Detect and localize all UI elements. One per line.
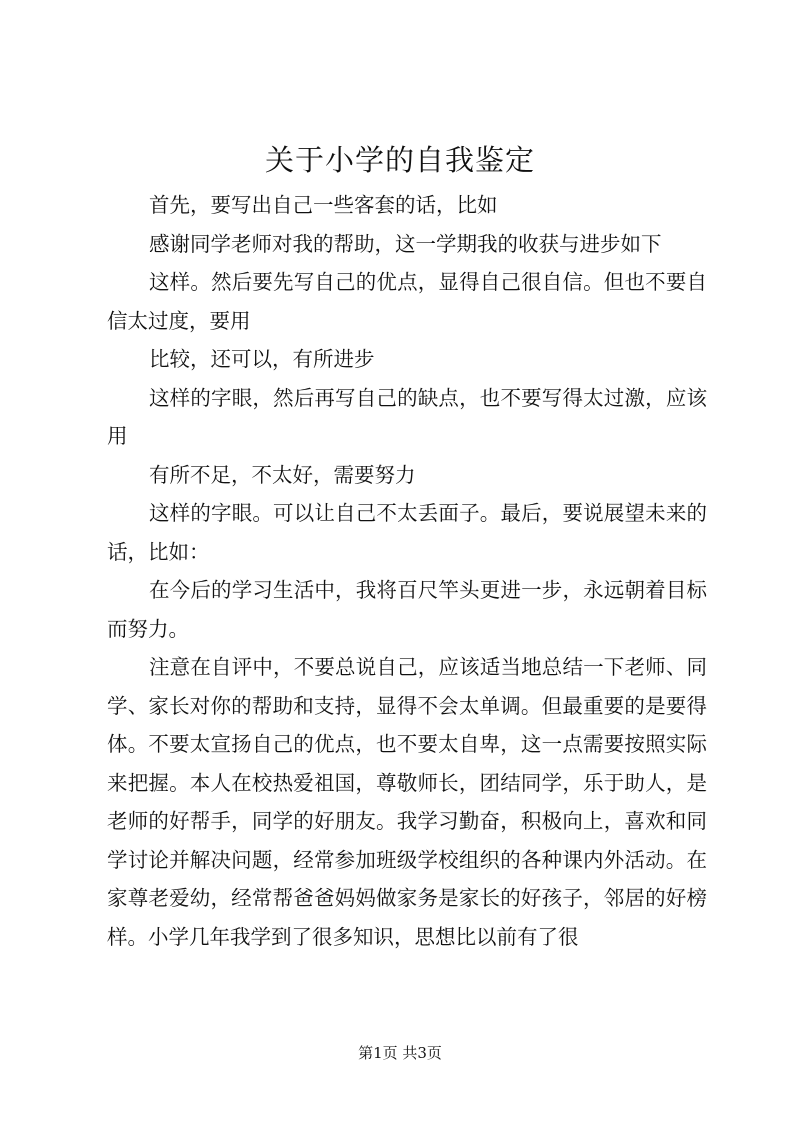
paragraph: 这样的字眼，然后再写自己的缺点，也不要写得太过激，应该用	[107, 385, 707, 448]
document-body	[107, 186, 707, 956]
paragraph: 首先，要写出自己一些客套的话，比如	[149, 193, 498, 217]
paragraph: 这样的字眼。可以让自己不太丢面子。最后，要说展望未来的话，比如：	[107, 501, 707, 564]
paragraph: 感谢同学老师对我的帮助，这一学期我的收获与进步如下	[149, 231, 662, 256]
paragraph: 有所不足，不太好，需要努力	[149, 462, 416, 487]
document-title: 关于小学的自我鉴定	[264, 143, 535, 177]
paragraph: 这样。然后要先写自己的优点，显得自己很自信。但也不要自信太过度，要用	[107, 270, 707, 333]
paragraph: 比较，还可以，有所进步	[149, 347, 375, 371]
paragraph: 注意在自评中，不要总说自己，应该适当地总结一下老师、同学、家长对你的帮助和支持，显得不会太单调。但最重要的是要得体。不要太宣扬自己的优点，也不要太自卑，这一点需要按照实际来把握。本人在校热爱祖国，尊敬师长，团结同学，乐于助人，是老师的好帮手，同学的好朋友。我学习勤奋，积极向上，喜欢和同学讨论并解决问题，经常参加班级学校组织的各种课内外活动。在家尊老爱幼，经常帮爸爸妈妈做家务是家长的好孩子，邻居的好榜样。小学几年我学到了很多知识，思想比以前有了很	[107, 655, 707, 949]
page-footer: 第1页 共3页	[358, 1044, 442, 1062]
paragraph: 在今后的学习生活中，我将百尺竿头更进一步，永远朝着目标而努力。	[107, 578, 707, 641]
